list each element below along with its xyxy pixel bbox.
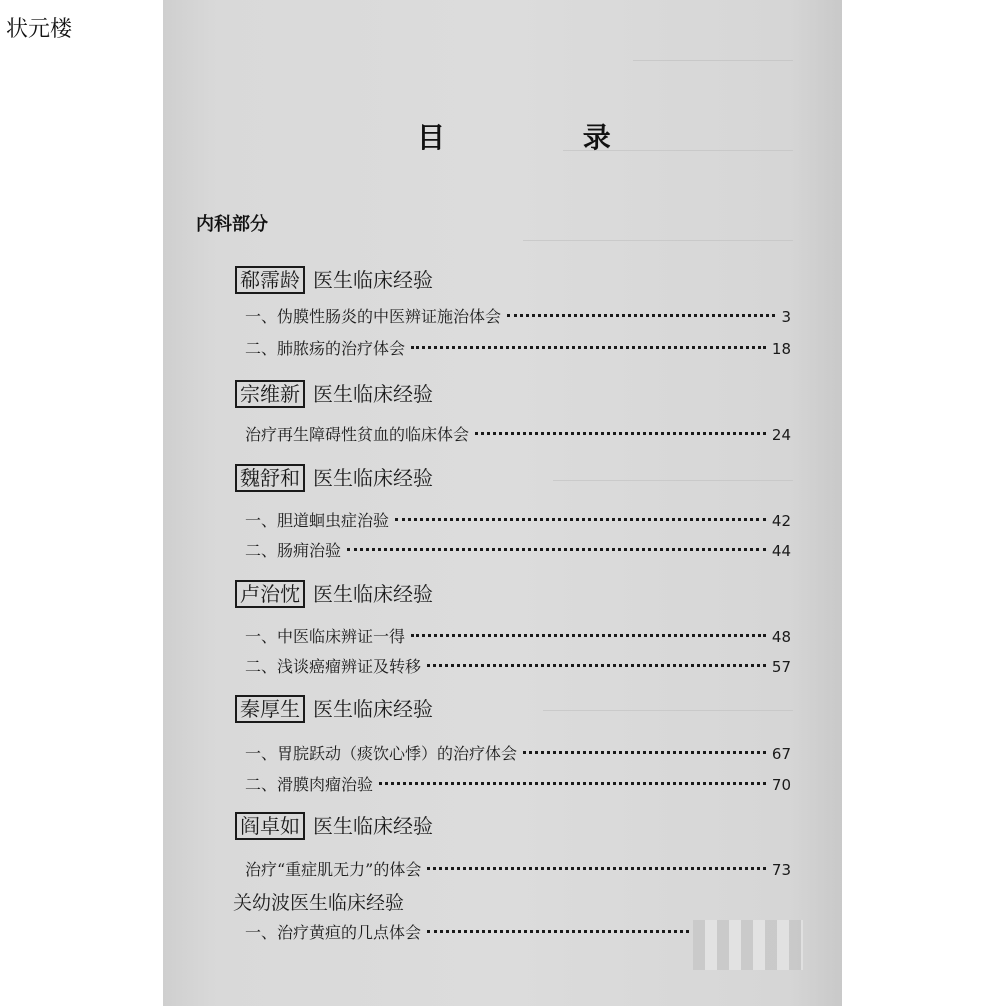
toc-entry-label: 二、肠痈治验 [245,541,342,560]
toc-entry[interactable] [245,772,791,795]
leader-dots [379,782,766,785]
doctor-name-box: 卢治忱 [235,580,305,608]
doctor-heading-suffix: 医生临床经验 [313,268,433,292]
page-title: 目 录 [417,121,675,154]
leader-dots [475,432,766,435]
toc-page-number: 73 [771,861,791,879]
toc-entry-label: 一、胆道蛔虫症治验 [245,511,390,530]
doctor-heading-suffix: 医生临床经验 [313,814,433,838]
doctor-name-box: 宗维新 [235,380,305,408]
toc-entry[interactable] [245,624,791,647]
doctor-heading [235,378,433,408]
toc-page-number: 18 [771,340,791,358]
leader-dots [427,930,689,933]
doctor-heading [235,462,433,492]
doctor-heading [235,693,433,723]
toc-entry-label: 一、伪膜性肠炎的中医辨证施治体会 [245,307,502,326]
toc-entry-label: 治疗再生障碍性贫血的临床体会 [245,425,470,444]
toc-entry-label: 二、滑膜肉瘤治验 [245,775,374,794]
doctor-heading-plain: 关幼波医生临床经验 [233,892,405,914]
blurred-region [693,920,803,970]
toc-page-number: 3 [781,308,791,326]
leader-dots [347,548,766,551]
toc-entry[interactable] [245,508,791,531]
toc-page-number: 48 [771,628,791,646]
toc-entry[interactable] [245,920,695,943]
doctor-heading [235,810,433,840]
leader-dots [411,346,766,349]
toc-entry-label: 二、浅谈癌瘤辨证及转移 [245,657,422,676]
toc-page-number: 44 [771,542,791,560]
toc-entry-label: 一、治疗黄疸的几点体会 [245,923,422,942]
leader-dots [427,867,766,870]
doctor-name-box: 郗霈龄 [235,266,305,294]
toc-page-number: 57 [771,658,791,676]
toc-entry[interactable] [245,422,791,445]
doctor-heading-suffix: 医生临床经验 [313,382,433,406]
toc-page-number: 42 [771,512,791,530]
toc-entry-label: 一、中医临床辨证一得 [245,627,406,646]
section-title: 内科部分 [196,214,268,235]
doctor-heading-suffix: 医生临床经验 [313,466,433,490]
toc-entry[interactable] [245,654,791,677]
leader-dots [427,664,766,667]
toc-entry[interactable] [245,741,791,764]
toc-entry-label: 一、胃脘跃动（痰饮心悸）的治疗体会 [245,744,518,763]
toc-page-number: 70 [771,776,791,794]
toc-page-number: 67 [771,745,791,763]
doctor-name-box: 秦厚生 [235,695,305,723]
watermark-text: 状元楼 [6,17,73,42]
doctor-name-box: 魏舒和 [235,464,305,492]
leader-dots [523,751,766,754]
doctor-name-box: 阎卓如 [235,812,305,840]
toc-entry[interactable] [245,538,791,561]
leader-dots [395,518,766,521]
toc-entry[interactable] [245,304,791,327]
leader-dots [507,314,775,317]
doctor-heading-suffix: 医生临床经验 [313,697,433,721]
toc-entry-label: 二、肺脓疡的治疗体会 [245,339,406,358]
doctor-heading [235,578,433,608]
doctor-heading-suffix: 医生临床经验 [313,582,433,606]
leader-dots [411,634,766,637]
toc-entry[interactable] [245,336,791,359]
toc-entry-label: 治疗“重症肌无力”的体会 [245,860,422,879]
toc-page-number: 24 [771,426,791,444]
toc-entry[interactable] [245,857,791,880]
doctor-heading [235,264,433,294]
document-page [163,0,842,1006]
